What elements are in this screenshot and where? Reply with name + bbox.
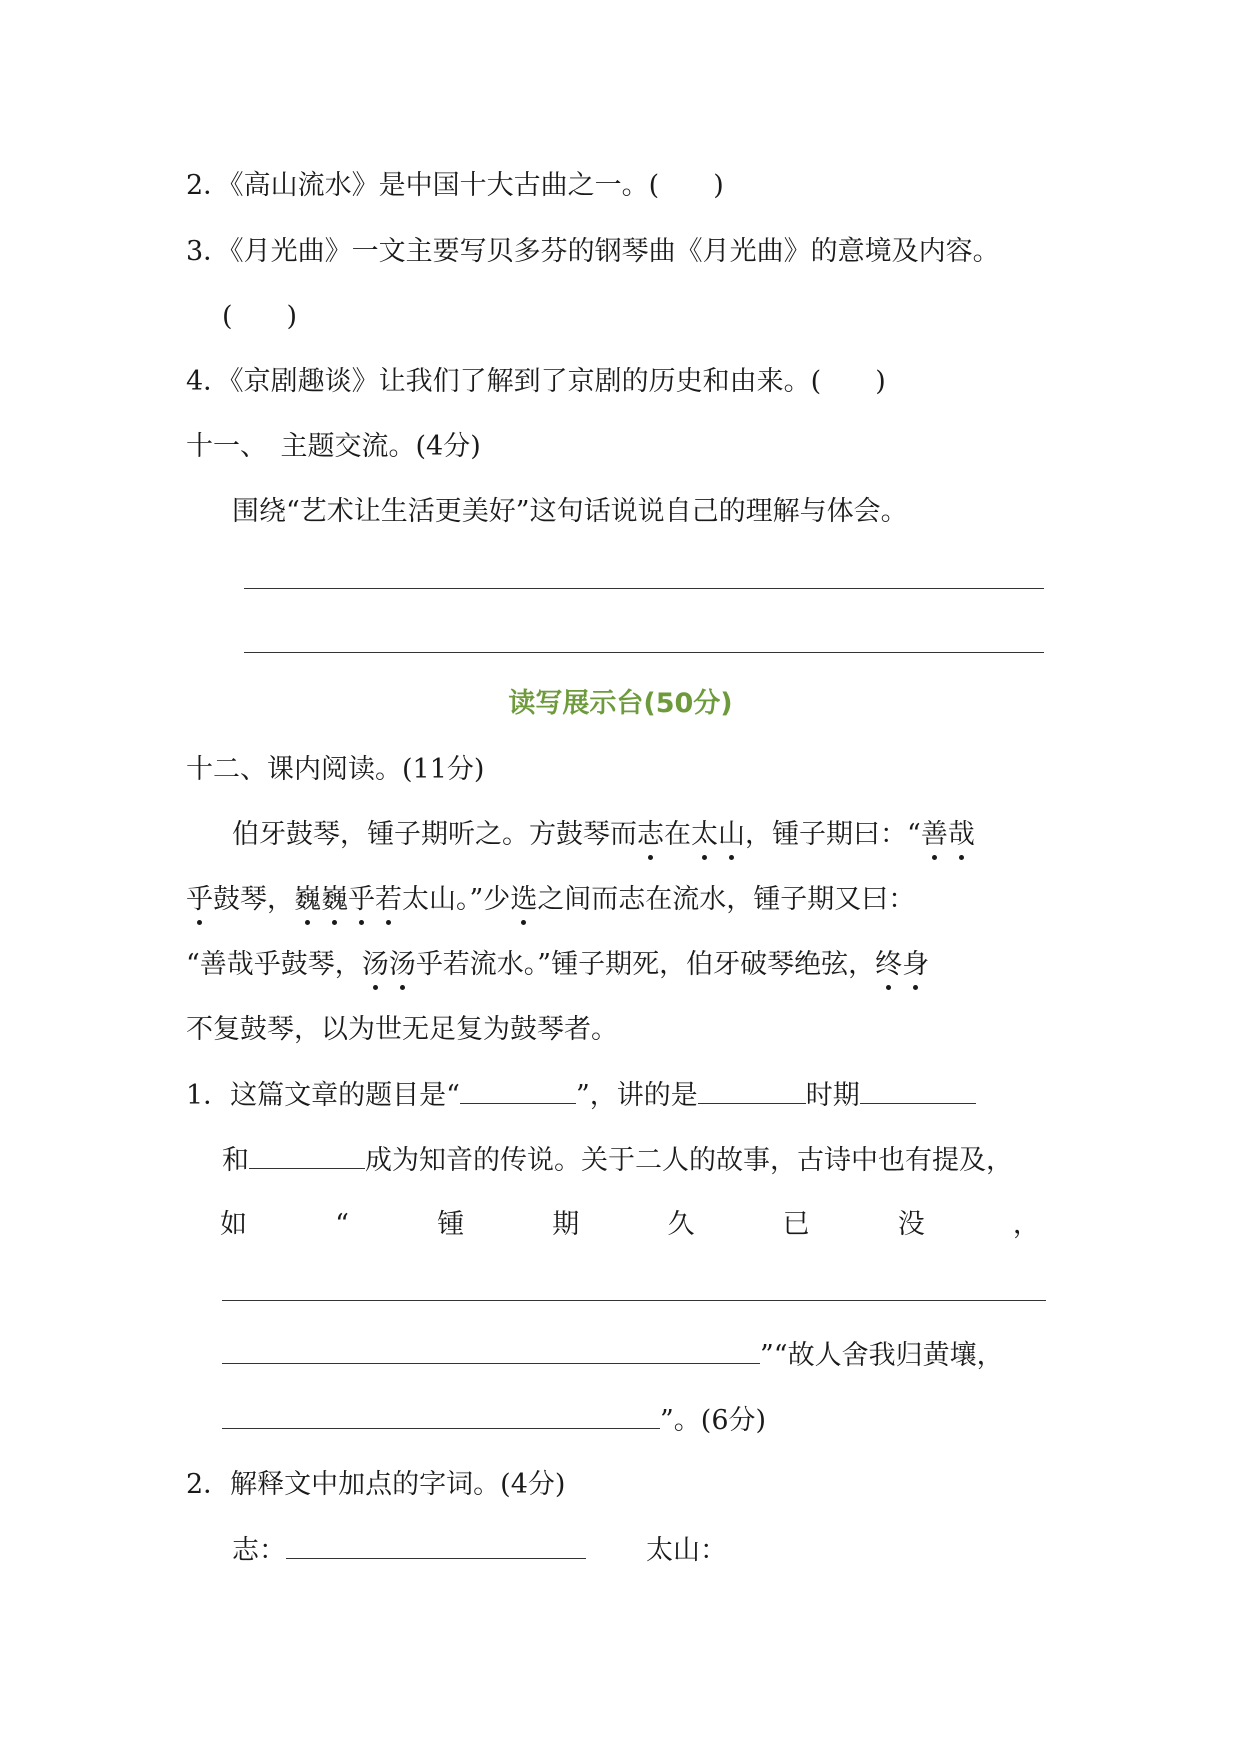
q1-line-3 (220, 1207, 1040, 1243)
poem-char: 如 (220, 1209, 247, 1240)
q1-text: ”，讲的是 (575, 1080, 698, 1111)
passage-text: 伯牙鼓琴，锺子期听之。方鼓琴而 (232, 819, 637, 850)
dotted-char: 志 (637, 819, 664, 850)
poem-answer-blank-3[interactable] (222, 1402, 660, 1429)
poem-answer-line-1[interactable] (222, 1300, 1046, 1301)
title-blank[interactable] (460, 1077, 576, 1104)
q1-text: 1．这篇文章的题目是“ (186, 1080, 460, 1111)
poem-char: 久 (667, 1209, 695, 1240)
q1-line-6 (222, 1402, 766, 1439)
section-banner: 读写展示台(50分) (508, 688, 733, 719)
passage-text: 鼓琴， (213, 884, 294, 915)
q2-answers (232, 1532, 727, 1569)
dotted-char: 乎 (348, 884, 375, 915)
dotted-char: 汤 (388, 949, 416, 980)
passage-text: 太山。”少 (402, 884, 511, 915)
dotted-char: 终 (875, 949, 903, 980)
passage-line-3 (186, 947, 929, 983)
passage-text: 乎若流水。”锺子期死，伯牙破琴绝弦， (415, 949, 876, 980)
passage-text: 在 (664, 819, 691, 850)
dotted-char: 汤 (361, 949, 389, 980)
poem-char: “ (335, 1209, 349, 1240)
person-1-blank[interactable] (860, 1077, 976, 1104)
answer-line-2[interactable] (244, 652, 1044, 653)
dotted-char: 巍 (294, 884, 321, 915)
poem-answer-blank-2[interactable] (222, 1337, 760, 1364)
dotted-char: 山 (718, 819, 745, 850)
poem-char: ， (1012, 1209, 1040, 1240)
section-11-prompt: 围绕“艺术让生活更美好”这句话说说自己的理解与体会。 (232, 496, 908, 527)
dotted-char: 善 (920, 819, 948, 850)
passage-text: “善哉乎鼓琴， (186, 949, 362, 980)
person-2-blank[interactable] (249, 1142, 365, 1169)
q1-text: 成为知音的传说。关于二人的故事，古诗中也有提及， (365, 1145, 1013, 1176)
q1-line-1 (186, 1077, 976, 1114)
passage-line-1 (232, 817, 975, 853)
dotted-char: 若 (375, 884, 402, 915)
q1-line-5 (222, 1337, 1004, 1374)
dotted-char: 选 (510, 884, 538, 915)
poem-char: 没 (897, 1209, 925, 1240)
poem-char: 锺 (437, 1209, 465, 1240)
zhi-label: 志： (232, 1535, 286, 1566)
dotted-char: 巍 (321, 884, 348, 915)
passage-line-2 (186, 882, 915, 918)
q1-line-2 (222, 1142, 1013, 1179)
dotted-char: 太 (691, 819, 718, 850)
q1-text: 和 (222, 1145, 249, 1176)
poem-char: 期 (552, 1209, 580, 1240)
taishan-label: 太山： (646, 1535, 727, 1566)
zhi-answer-blank[interactable] (286, 1532, 586, 1559)
section-11-heading: 十一、 主题交流。(4分) (186, 431, 481, 462)
poem-char: 已 (782, 1209, 810, 1240)
period-blank[interactable] (698, 1077, 806, 1104)
question-3: 3．《月光曲》一文主要写贝多芬的钢琴曲《月光曲》的意境及内容。 (186, 236, 1000, 267)
question-2: 2．《高山流水》是中国十大古曲之一。( ) (186, 170, 724, 201)
q1-text: ”。(6分) (660, 1405, 767, 1436)
q1-text: 时期 (805, 1080, 860, 1111)
dotted-char: 乎 (186, 884, 213, 915)
dotted-char: 哉 (947, 819, 975, 850)
q1-text: ”“故人舍我归黄壤， (760, 1340, 1004, 1371)
q2-heading: 2．解释文中加点的字词。(4分) (186, 1469, 566, 1500)
passage-text: ，锺子期曰：“ (745, 819, 921, 850)
dotted-char: 身 (902, 949, 930, 980)
question-3-answer-paren: ( ) (222, 301, 298, 332)
question-4: 4．《京剧趣谈》让我们了解到了京剧的历史和由来。( ) (186, 366, 886, 397)
passage-text: 之间而志在流水，锺子期又曰： (537, 884, 916, 915)
section-12-heading: 十二、课内阅读。(11分) (186, 754, 485, 785)
answer-line-1[interactable] (244, 588, 1044, 589)
passage-line-4: 不复鼓琴，以为世无足复为鼓琴者。 (186, 1014, 618, 1045)
